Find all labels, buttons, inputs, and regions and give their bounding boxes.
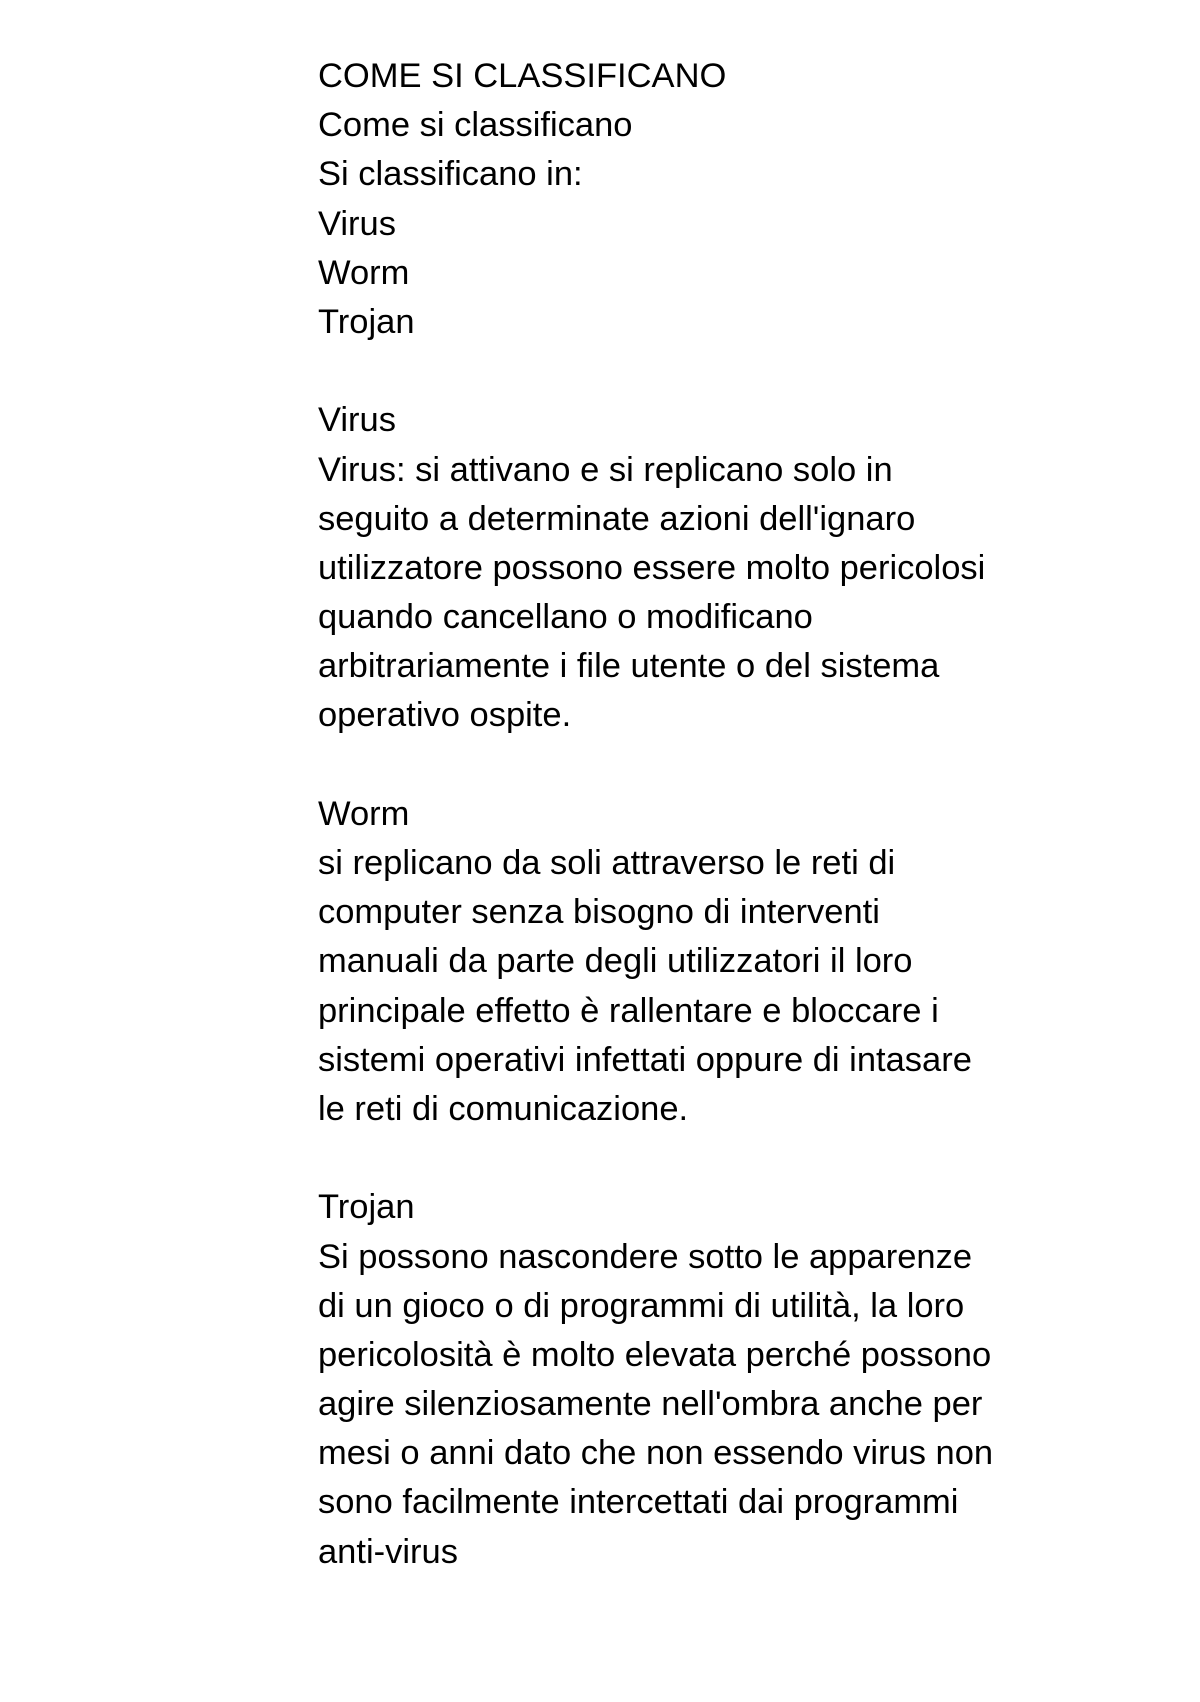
paragraph-gap xyxy=(318,1134,1078,1183)
section-line: sono facilmente intercettati dai programmi xyxy=(318,1483,959,1522)
section-heading-trojan: Trojan xyxy=(318,1188,415,1227)
section-line: le reti di comunicazione. xyxy=(318,1089,689,1128)
category-item-virus: Virus xyxy=(318,204,396,243)
category-item-trojan: Trojan xyxy=(318,302,415,341)
document-title: COME SI CLASSIFICANO xyxy=(318,57,727,95)
section-line: operativo ospite. xyxy=(318,696,572,735)
section-line: arbitrariamente i file utente o del sistema xyxy=(318,647,940,686)
section-line: principale effetto è rallentare e bloccare i xyxy=(318,991,939,1030)
category-item-worm: Worm xyxy=(318,253,410,292)
section-line: quando cancellano o modificano xyxy=(318,598,813,637)
intro-text: Si classificano in: xyxy=(318,155,583,194)
paragraph-gap xyxy=(318,741,1078,790)
section-line: anti-virus xyxy=(318,1532,458,1571)
section-line: Virus: si attivano e si replicano solo in xyxy=(318,450,893,489)
section-heading-worm: Worm xyxy=(318,794,410,833)
section-line: mesi o anni dato che non essendo virus non xyxy=(318,1434,994,1473)
document-body xyxy=(318,52,1078,1577)
section-line: agire silenziosamente nell'ombra anche per xyxy=(318,1385,983,1424)
section-line: sistemi operativi infettati oppure di intasare xyxy=(318,1040,972,1079)
paragraph-gap xyxy=(318,347,1078,396)
section-line: utilizzatore possono essere molto pericolosi xyxy=(318,548,986,587)
section-line: manuali da parte degli utilizzatori il loro xyxy=(318,942,913,981)
section-line: Si possono nascondere sotto le apparenze xyxy=(318,1237,973,1276)
section-heading-virus: Virus xyxy=(318,401,396,440)
section-line: seguito a determinate azioni dell'ignaro xyxy=(318,499,916,538)
section-line: di un gioco o di programmi di utilità, la loro xyxy=(318,1286,965,1325)
section-line: pericolosità è molto elevata perché possono xyxy=(318,1335,992,1374)
section-line: si replicano da soli attraverso le reti di xyxy=(318,844,896,882)
section-line: computer senza bisogno di interventi xyxy=(318,893,880,932)
document-subtitle: Come si classificano xyxy=(318,106,633,145)
